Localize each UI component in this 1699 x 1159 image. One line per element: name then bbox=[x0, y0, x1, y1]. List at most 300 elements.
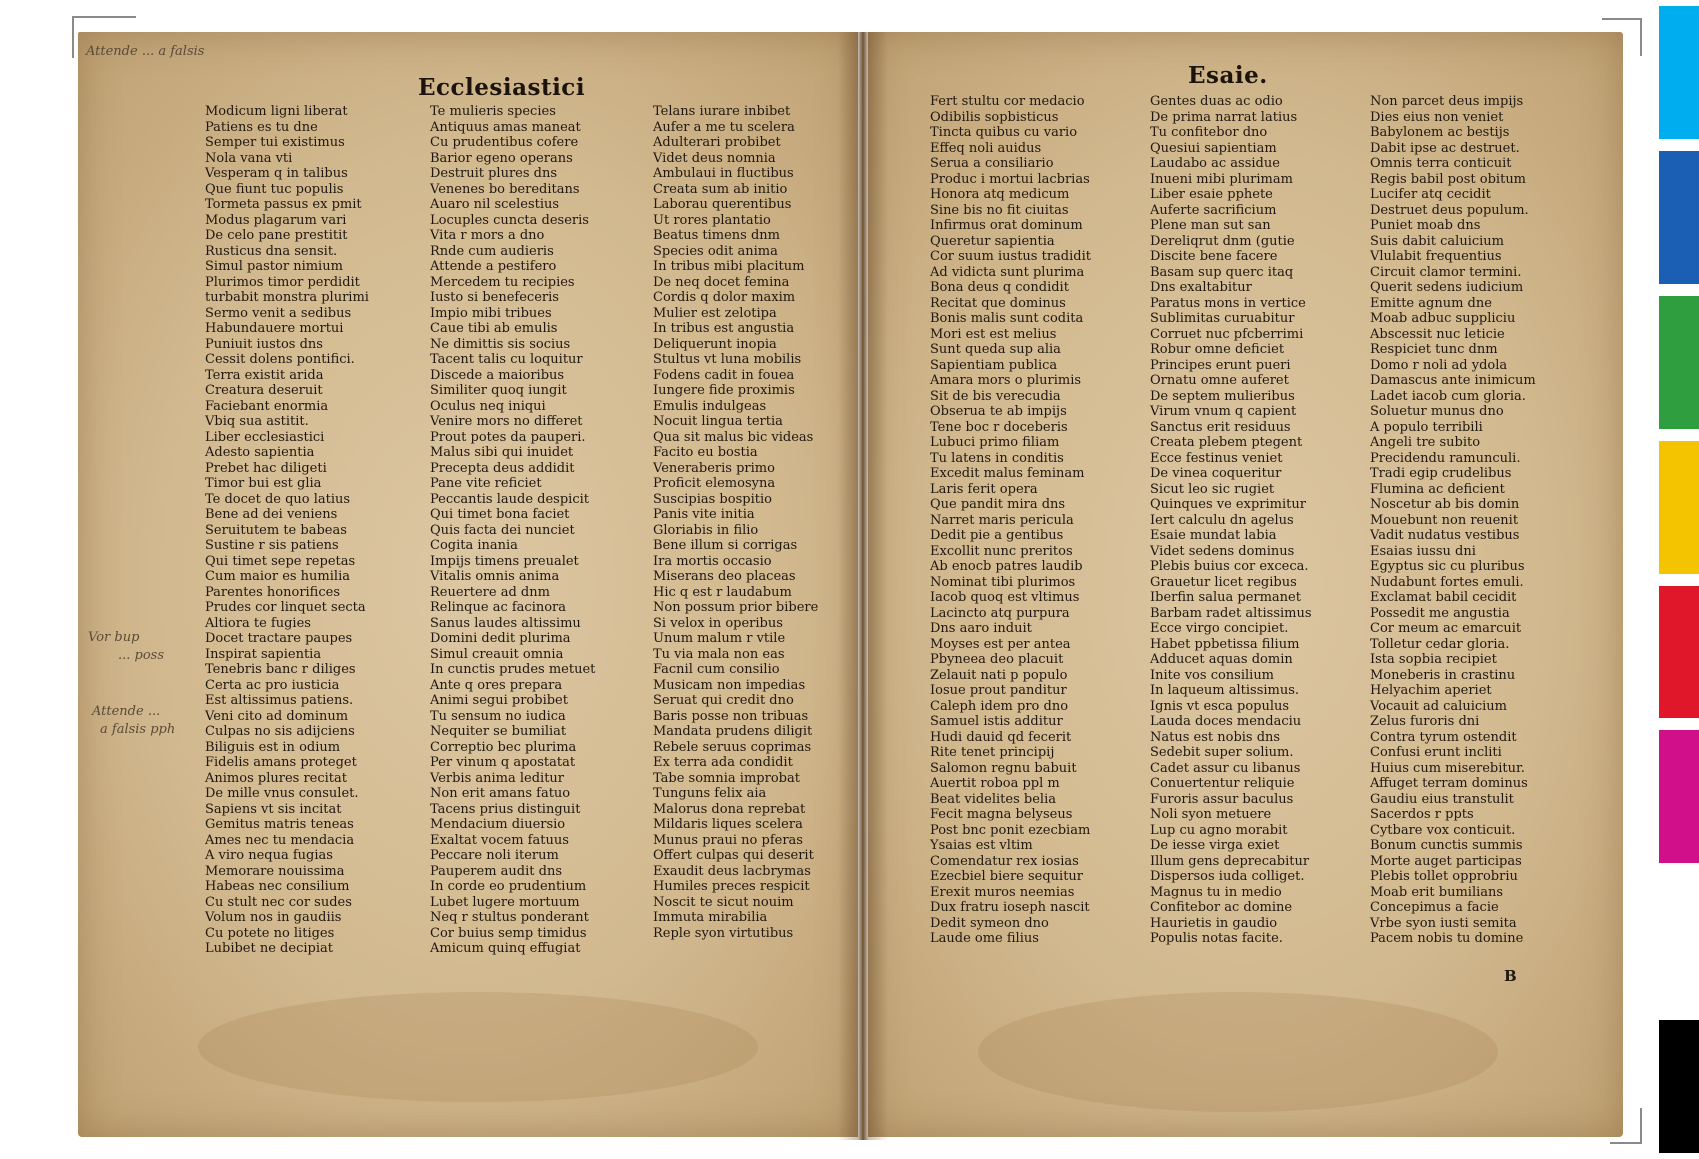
verse-line: Recitat que dominus bbox=[930, 295, 1066, 311]
verse-line: Hudi dauid qd fecerit bbox=[930, 729, 1072, 745]
verse-line: Simul creauit omnia bbox=[430, 646, 564, 662]
verse-line: Suis dabit caluicium bbox=[1370, 233, 1505, 249]
verse-line: De iesse virga exiet bbox=[1150, 838, 1280, 853]
verse-line: Ames nec tu mendacia bbox=[205, 832, 355, 848]
verse-line: Memorare nouissima bbox=[205, 863, 345, 879]
verse-line: Laude ome filius bbox=[930, 931, 1039, 946]
verse-line: Tradi egip crudelibus bbox=[1370, 466, 1512, 481]
verse-line: Iacob quoq est vltimus bbox=[930, 590, 1080, 605]
verse-line: Precepta deus addidit bbox=[430, 460, 575, 476]
verse-line: Seruat qui credit dno bbox=[653, 693, 794, 708]
verse-line: Antiquus amas maneat bbox=[430, 119, 581, 135]
verse-line: Plene man sut san bbox=[1150, 218, 1271, 233]
verse-line: Docet tractare paupes bbox=[205, 631, 353, 646]
verse-line: Tu via mala non eas bbox=[653, 646, 785, 662]
verse-line: Est altissimus patiens. bbox=[205, 693, 354, 708]
verse-line: Terra existit arida bbox=[205, 367, 324, 383]
verse-line: Ecce festinus veniet bbox=[1150, 450, 1283, 466]
verse-line: Auaro nil scelestius bbox=[430, 197, 560, 212]
verse-line: Tacens prius distinguit bbox=[430, 801, 581, 817]
verse-line: Iberfin salua permanet bbox=[1150, 590, 1301, 605]
verse-line: Tacent talis cu loquitur bbox=[430, 352, 583, 367]
verse-line: Corruet nuc pfcberrimi bbox=[1150, 326, 1304, 342]
verse-line: Post bnc ponit ezecbiam bbox=[930, 822, 1091, 838]
verse-line: Ignis vt esca populus bbox=[1150, 698, 1290, 714]
verse-line: Iusto si benefeceris bbox=[430, 290, 559, 305]
verse-line: Precidendu ramunculi. bbox=[1370, 450, 1521, 466]
verse-line: Pbyneea deo placuit bbox=[930, 652, 1064, 667]
verse-line: Facito eu bostia bbox=[653, 445, 758, 460]
open-book bbox=[78, 32, 1623, 1142]
verse-line: Destruit plures dns bbox=[430, 166, 558, 181]
verse-line: Miserans deo placeas bbox=[653, 569, 796, 584]
verse-line: Grauetur licet regibus bbox=[1150, 574, 1297, 590]
verse-line: Si velox in operibus bbox=[653, 615, 783, 631]
verse-line: Pauperem audit dns bbox=[430, 863, 562, 879]
verse-line: Habet ppbetissa filium bbox=[1150, 636, 1300, 652]
verse-line: Semper tui existimus bbox=[205, 135, 345, 150]
verse-line: Munus praui no pferas bbox=[653, 832, 803, 848]
verse-line: Cor suum iustus tradidit bbox=[930, 249, 1091, 264]
verse-line: Tenebris banc r diliges bbox=[205, 662, 356, 677]
verse-line: Produc i mortui lacbrias bbox=[930, 171, 1090, 187]
verse-line: Per vinum q apostatat bbox=[430, 755, 576, 770]
verse-line: Vlulabit frequentius bbox=[1370, 249, 1502, 264]
verse-line: Qui timet bona faciet bbox=[430, 507, 570, 522]
verse-line: Attende a pestifero bbox=[430, 259, 557, 274]
handwritten-note-margin: ... poss bbox=[118, 648, 165, 663]
verse-line: Cor buius semp timidus bbox=[430, 925, 587, 941]
verse-line: Quinques ve exprimitur bbox=[1150, 497, 1306, 512]
color-swatch bbox=[1659, 151, 1699, 284]
verse-line: Moyses est per antea bbox=[930, 636, 1071, 652]
verse-line: Prout potes da pauperi. bbox=[430, 429, 586, 445]
verse-line: Cu stult nec cor sudes bbox=[205, 894, 352, 910]
verse-line: Plebis buius cor exceca. bbox=[1150, 559, 1309, 574]
verse-line: Sit de bis verecudia bbox=[930, 388, 1061, 404]
water-stain bbox=[198, 992, 758, 1102]
verse-line: Sapientiam publica bbox=[930, 357, 1058, 373]
verse-line: Ne dimittis sis socius bbox=[430, 336, 571, 352]
verse-line: Exclamat babil cecidit bbox=[1370, 590, 1517, 605]
verse-line: Dereliqrut dnm (gutie bbox=[1150, 233, 1295, 249]
verse-line: Tu latens in conditis bbox=[930, 450, 1064, 466]
verse-line: Honora atq medicum bbox=[930, 187, 1070, 202]
verse-line: Lucifer atq cecidit bbox=[1370, 187, 1491, 202]
verse-line: Sapiens vt sis incitat bbox=[205, 801, 342, 817]
verse-line: Vocauit ad caluicium bbox=[1370, 698, 1508, 714]
verse-line: Lubibet ne decipiat bbox=[205, 941, 333, 956]
verse-line: Sanus laudes altissimu bbox=[430, 615, 581, 631]
verse-line: Habeas nec consilium bbox=[205, 879, 350, 894]
verse-line: Contra tyrum ostendit bbox=[1370, 729, 1517, 745]
verse-line: Correptio bec plurima bbox=[430, 739, 577, 755]
verse-line: Bonis malis sunt codita bbox=[930, 311, 1084, 326]
verse-line: Puniet moab dns bbox=[1370, 218, 1481, 233]
verse-line: Circuit clamor termini. bbox=[1370, 264, 1522, 280]
verse-line: Dns exaltabitur bbox=[1150, 280, 1252, 295]
verse-line: Animos plures recitat bbox=[205, 770, 347, 786]
verse-line: Unum malum r vtile bbox=[653, 631, 786, 646]
verse-line: Rebele seruus coprimas bbox=[653, 739, 812, 755]
verse-line: Sicut leo sic rugiet bbox=[1150, 481, 1275, 497]
water-stain bbox=[978, 992, 1498, 1112]
verse-line: Qua sit malus bic videas bbox=[653, 429, 814, 445]
color-swatch bbox=[1659, 441, 1699, 574]
verse-line: Fert stultu cor medacio bbox=[930, 94, 1085, 109]
verse-line: Ex terra ada condidit bbox=[653, 755, 793, 770]
verse-line: De celo pane prestitit bbox=[205, 228, 348, 243]
verse-line: Nola vana vti bbox=[205, 150, 293, 166]
verse-line: Narret maris pericula bbox=[930, 512, 1074, 528]
verse-line: Huius cum miserebitur. bbox=[1370, 760, 1525, 776]
verse-line: Non possum prior bibere bbox=[653, 600, 819, 615]
left-page-column-2 bbox=[430, 104, 595, 957]
verse-line: Destruet deus populum. bbox=[1370, 202, 1529, 218]
verse-line: Prebet hac diligeti bbox=[205, 460, 327, 476]
verse-line: Adducet aquas domin bbox=[1150, 652, 1293, 667]
verse-line: Ab enocb patres laudib bbox=[930, 559, 1083, 574]
verse-line: Adulterari probibet bbox=[653, 135, 781, 150]
verse-line: Ante q ores prepara bbox=[430, 677, 563, 693]
verse-line: Lacincto atq purpura bbox=[930, 605, 1070, 621]
verse-line: Verbis anima leditur bbox=[430, 770, 565, 786]
verse-line: De septem mulieribus bbox=[1150, 388, 1295, 404]
verse-line: Que pandit mira dns bbox=[930, 497, 1066, 512]
verse-line: Sanctus erit residuus bbox=[1150, 419, 1291, 435]
verse-line: Immuta mirabilia bbox=[653, 910, 768, 925]
verse-line: Sermo venit a sedibus bbox=[205, 305, 352, 321]
verse-line: Angeli tre subito bbox=[1370, 435, 1481, 450]
verse-line: Bene illum si corrigas bbox=[653, 538, 798, 553]
verse-line: Amicum quinq effugiat bbox=[430, 941, 581, 956]
verse-line: Que fiunt tuc populis bbox=[205, 181, 344, 197]
verse-line: Serua a consiliario bbox=[930, 156, 1054, 171]
verse-line: In laqueum altissimus. bbox=[1150, 683, 1300, 698]
verse-line: Altiora te fugies bbox=[205, 615, 311, 631]
handwritten-note-top: Attende ... a falsis bbox=[86, 44, 205, 59]
verse-line: Omnis terra conticuit bbox=[1370, 156, 1512, 171]
verse-line: Lubet lugere mortuum bbox=[430, 894, 580, 910]
right-page-heading: Esaie. bbox=[1188, 62, 1268, 89]
handwritten-note-margin: a falsis pph bbox=[100, 722, 176, 737]
verse-line: Neq r stultus ponderant bbox=[430, 910, 589, 925]
verse-line: Fodens cadit in fouea bbox=[653, 367, 795, 383]
verse-line: Fecit magna belyseus bbox=[930, 807, 1073, 822]
verse-line: Peccantis laude despicit bbox=[430, 491, 589, 507]
verse-line: Moab erit bumilians bbox=[1370, 884, 1504, 900]
verse-line: Excollit nunc preritos bbox=[930, 543, 1073, 559]
verse-line: Timor bui est glia bbox=[205, 476, 322, 491]
verse-line: De neq docet femina bbox=[653, 274, 790, 290]
verse-line: Zelus furoris dni bbox=[1370, 714, 1480, 729]
verse-line: Ista sopbia recipiet bbox=[1370, 652, 1497, 667]
verse-line: Non erit amans fatuo bbox=[430, 786, 571, 801]
color-swatch bbox=[1659, 730, 1699, 863]
verse-line: Prudes cor linquet secta bbox=[205, 600, 366, 615]
verse-line: Sublimitas curuabitur bbox=[1150, 311, 1295, 326]
verse-line: Simul pastor nimium bbox=[205, 259, 343, 274]
verse-line: Liber ecclesiastici bbox=[205, 429, 325, 445]
verse-line: Creatura deseruit bbox=[205, 383, 323, 398]
verse-line: Comendatur rex iosias bbox=[930, 853, 1079, 869]
verse-line: Rnde cum audieris bbox=[430, 243, 554, 259]
verse-line: Illum gens deprecabitur bbox=[1150, 853, 1310, 869]
verse-line: Ysaias est vltim bbox=[930, 838, 1033, 853]
verse-line: Plebis tollet opprobriu bbox=[1370, 869, 1518, 884]
verse-line: Rite tenet principij bbox=[930, 745, 1055, 760]
verse-line: Iert calculu dn agelus bbox=[1150, 512, 1294, 528]
verse-line: Seruitutem te babeas bbox=[205, 522, 347, 538]
verse-line: Species odit anima bbox=[653, 243, 778, 259]
verse-line: Veni cito ad dominum bbox=[205, 708, 349, 724]
verse-line: Pacem nobis tu domine bbox=[1370, 931, 1524, 946]
verse-line: Plurimos timor perdidit bbox=[205, 274, 360, 290]
verse-line: Magnus tu in medio bbox=[1150, 884, 1282, 900]
verse-line: Liber esaie pphete bbox=[1150, 187, 1273, 202]
verse-line: Exaudit deus lacbrymas bbox=[653, 863, 811, 879]
verse-line: Mori est est melius bbox=[930, 326, 1057, 342]
verse-line: Bona deus q condidit bbox=[930, 280, 1069, 295]
left-page-column-1 bbox=[205, 104, 369, 957]
verse-line: Lubuci primo filiam bbox=[930, 435, 1060, 450]
verse-line: Panis vite initia bbox=[653, 507, 755, 522]
verse-line: Dabit ipse ac destruet. bbox=[1370, 140, 1520, 156]
right-page-column-2 bbox=[1150, 94, 1312, 947]
verse-line: Certa ac pro iusticia bbox=[205, 677, 340, 693]
verse-line: Tu confitebor dno bbox=[1150, 125, 1268, 140]
verse-line: Vbiq sua astitit. bbox=[205, 414, 309, 429]
verse-line: Humiles preces respicit bbox=[653, 879, 810, 894]
verse-line: Ecce virgo concipiet. bbox=[1150, 621, 1289, 636]
verse-line: Haurietis in gaudio bbox=[1150, 915, 1278, 931]
verse-line: Fidelis amans proteget bbox=[205, 755, 357, 770]
verse-line: Mouebunt non reuenit bbox=[1370, 512, 1519, 528]
verse-line: Cordis q dolor maxim bbox=[653, 290, 796, 305]
verse-line: Possedit me angustia bbox=[1370, 605, 1510, 621]
verse-line: Quis facta dei nunciet bbox=[430, 522, 575, 538]
verse-line: Non parcet deus impijs bbox=[1370, 94, 1524, 109]
verse-line: Furoris assur baculus bbox=[1150, 791, 1294, 807]
color-swatch bbox=[1659, 1020, 1699, 1153]
book-gutter bbox=[838, 32, 888, 1140]
verse-line: Gemitus matris teneas bbox=[205, 817, 354, 832]
verse-line: Egyptus sic cu pluribus bbox=[1370, 559, 1525, 574]
verse-line: De mille vnus consulet. bbox=[205, 786, 359, 801]
left-page-column-3 bbox=[653, 104, 818, 941]
verse-line: Basam sup querc itaq bbox=[1150, 264, 1294, 280]
verse-line: Inspirat sapientia bbox=[205, 646, 322, 662]
verse-line: Modicum ligni liberat bbox=[205, 104, 348, 119]
verse-line: Reple syon virtutibus bbox=[653, 925, 794, 941]
verse-line: Cor meum ac emarcuit bbox=[1370, 621, 1522, 636]
verse-line: Tolletur cedar gloria. bbox=[1370, 636, 1510, 652]
verse-line: Mandata prudens diligit bbox=[653, 724, 813, 739]
verse-line: Proficit elemosyna bbox=[653, 476, 776, 491]
verse-line: Biliguis est in odium bbox=[205, 739, 341, 755]
verse-line: Impijs timens preualet bbox=[430, 553, 579, 569]
verse-line: Impio mibi tribues bbox=[430, 305, 552, 321]
verse-line: Virum vnum q capient bbox=[1150, 404, 1297, 419]
verse-line: Qui timet sepe repetas bbox=[205, 553, 356, 569]
verse-line: Ad vidicta sunt plurima bbox=[930, 264, 1085, 280]
verse-line: Sine bis no fit ciuitas bbox=[930, 202, 1069, 218]
verse-line: Amara mors o plurimis bbox=[930, 373, 1082, 388]
verse-line: Odibilis sopbisticus bbox=[930, 109, 1059, 125]
verse-line: Dedit pie a gentibus bbox=[930, 528, 1064, 543]
verse-line: Gentes duas ac odio bbox=[1150, 94, 1283, 109]
verse-line: De vinea coqueritur bbox=[1150, 466, 1282, 481]
verse-line: Auertit roboa ppl m bbox=[930, 776, 1060, 791]
verse-line: Barior egeno operans bbox=[430, 150, 573, 166]
verse-line: Tene boc r doceberis bbox=[930, 419, 1068, 435]
verse-line: Hic q est r laudabum bbox=[653, 584, 792, 600]
verse-line: Inite vos consilium bbox=[1150, 667, 1275, 683]
verse-line: Tabe somnia improbat bbox=[653, 770, 800, 786]
verse-line: Babylonem ac bestijs bbox=[1370, 125, 1510, 140]
verse-line: Salomon regnu babuit bbox=[930, 760, 1077, 776]
verse-line: Dns aaro induit bbox=[930, 621, 1032, 636]
verse-line: Esaias iussu dni bbox=[1370, 543, 1476, 559]
verse-line: Ut rores plantatio bbox=[653, 212, 771, 228]
verse-line: Aufer a me tu scelera bbox=[653, 119, 795, 135]
verse-line: Cu potete no litiges bbox=[205, 925, 335, 941]
verse-line: Emulis indulgeas bbox=[653, 398, 767, 414]
verse-line: Regis babil post obitum bbox=[1370, 171, 1527, 187]
verse-line: Animi segui probibet bbox=[430, 693, 568, 708]
verse-line: Abscessit nuc leticie bbox=[1370, 326, 1505, 342]
verse-line: Mendacium diuersio bbox=[430, 817, 566, 832]
verse-line: Malorus dona reprebat bbox=[653, 801, 806, 817]
verse-line: Nominat tibi plurimos bbox=[930, 574, 1076, 590]
color-calibration-strip bbox=[1659, 0, 1699, 1159]
verse-line: Moab adbuc suppliciu bbox=[1370, 311, 1516, 326]
color-swatch bbox=[1659, 296, 1699, 429]
verse-line: Bonum cunctis summis bbox=[1370, 838, 1523, 853]
verse-line: Parentes honorifices bbox=[205, 584, 341, 600]
verse-line: Locuples cuncta deseris bbox=[430, 212, 589, 228]
verse-line: Reuertere ad dnm bbox=[430, 584, 550, 600]
verse-line: Cessit dolens pontifici. bbox=[205, 352, 355, 367]
verse-line: Tu sensum no iudica bbox=[430, 708, 566, 724]
verse-line: Confitebor ac domine bbox=[1150, 900, 1293, 915]
verse-line: Domo r noli ad ydola bbox=[1370, 357, 1508, 373]
verse-line: Relinque ac facinora bbox=[430, 600, 567, 615]
verse-line: Sacerdos r ppts bbox=[1370, 807, 1474, 822]
verse-line: Caue tibi ab emulis bbox=[430, 321, 558, 336]
verse-line: Discede a maioribus bbox=[430, 367, 565, 383]
verse-line: De prima narrat latius bbox=[1150, 109, 1298, 125]
verse-line: Noli syon metuere bbox=[1150, 807, 1272, 822]
verse-line: Baris posse non tribuas bbox=[653, 708, 809, 724]
verse-line: Samuel istis additur bbox=[930, 714, 1063, 729]
verse-line: Noscit te sicut nouim bbox=[653, 894, 794, 910]
verse-line: Laris ferit opera bbox=[930, 481, 1038, 497]
verse-line: Confusi erunt incliti bbox=[1370, 745, 1502, 760]
verse-line: Damascus ante inimicum bbox=[1370, 373, 1536, 388]
verse-line: Dux fratru ioseph nascit bbox=[930, 900, 1090, 915]
verse-line: Helyachim aperiet bbox=[1370, 683, 1492, 698]
verse-line: Suscipias bospitio bbox=[653, 491, 772, 507]
verse-line: Infirmus orat dominum bbox=[930, 218, 1083, 233]
verse-line: In cunctis prudes metuet bbox=[430, 662, 596, 677]
verse-line: Exaltat vocem fatuus bbox=[430, 832, 569, 848]
verse-line: Tunguns felix aia bbox=[653, 786, 767, 801]
verse-line: turbabit monstra plurimi bbox=[205, 290, 369, 305]
verse-line: Mulier est zelotipa bbox=[653, 305, 777, 321]
verse-line: Dedit symeon dno bbox=[930, 915, 1049, 931]
verse-line: Soluetur munus dno bbox=[1370, 404, 1504, 419]
verse-line: Erexit muros neemias bbox=[930, 884, 1075, 900]
handwritten-note-margin: Vor bup bbox=[88, 630, 140, 645]
verse-line: Flumina ac deficient bbox=[1370, 481, 1505, 497]
verse-line: Iosue prout panditur bbox=[930, 683, 1067, 698]
verse-line: Te docet de quo latius bbox=[205, 491, 351, 507]
verse-line: Nudabunt fortes emuli. bbox=[1370, 574, 1524, 590]
verse-line: Sunt queda sup alia bbox=[930, 342, 1061, 357]
verse-line: Deliquerunt inopia bbox=[653, 336, 777, 352]
verse-line: Offert culpas qui deserit bbox=[653, 848, 814, 863]
verse-line: Creata plebem ptegent bbox=[1150, 435, 1303, 450]
verse-line: Ira mortis occasio bbox=[653, 553, 772, 569]
verse-line: Beatus timens dnm bbox=[653, 228, 780, 243]
verse-line: Affuget terram dominus bbox=[1370, 776, 1528, 791]
verse-line: Zelauit nati p populo bbox=[930, 667, 1068, 683]
verse-line: Laborau querentibus bbox=[653, 197, 792, 212]
verse-line: Laudabo ac assidue bbox=[1150, 156, 1280, 171]
verse-line: Vrbe syon iusti semita bbox=[1370, 915, 1517, 931]
verse-line: Discite bene facere bbox=[1150, 249, 1278, 264]
verse-line: Vesperam q in talibus bbox=[205, 166, 348, 181]
verse-line: Iungere fide proximis bbox=[653, 383, 795, 398]
verse-line: Similiter quoq iungit bbox=[430, 383, 567, 398]
verse-line: Barbam radet altissimus bbox=[1150, 605, 1312, 621]
verse-line: Stultus vt luna mobilis bbox=[653, 352, 802, 367]
verse-line: Gloriabis in filio bbox=[653, 522, 759, 538]
verse-line: Peccare noli iterum bbox=[430, 848, 559, 863]
verse-line: Nocuit lingua tertia bbox=[653, 414, 783, 429]
verse-line: Morte auget participas bbox=[1370, 853, 1522, 869]
verse-line: Vitalis omnis anima bbox=[430, 569, 560, 584]
verse-line: Ornatu omne auferet bbox=[1150, 373, 1289, 388]
verse-line: Modus plagarum vari bbox=[205, 212, 347, 228]
verse-line: Moneberis in crastinu bbox=[1370, 667, 1516, 683]
verse-line: Populis notas facite. bbox=[1150, 931, 1283, 946]
verse-line: Excedit malus feminam bbox=[930, 466, 1085, 481]
verse-line: Malus sibi qui inuidet bbox=[430, 445, 574, 460]
verse-line: Domini dedit plurima bbox=[430, 631, 571, 646]
verse-line: Volum nos in gaudiis bbox=[205, 910, 342, 925]
verse-line: Te mulieris species bbox=[430, 104, 556, 119]
verse-line: In corde eo prudentium bbox=[430, 879, 587, 894]
verse-line: Veneraberis primo bbox=[653, 460, 775, 476]
verse-line: Videt deus nomnia bbox=[653, 150, 776, 166]
verse-line: Cytbare vox conticuit. bbox=[1370, 822, 1516, 838]
verse-line: Respiciet tunc dnm bbox=[1370, 342, 1498, 357]
handwritten-note-margin: Attende ... bbox=[92, 704, 161, 719]
verse-line: A viro nequa fugias bbox=[205, 848, 333, 863]
verse-line: Inueni mibi plurimam bbox=[1150, 171, 1293, 187]
verse-line: Vita r mors a dno bbox=[430, 228, 545, 243]
verse-line: Esaie mundat labia bbox=[1150, 528, 1277, 543]
verse-line: Obserua te ab impijs bbox=[930, 404, 1067, 419]
verse-line: Ambulaui in fluctibus bbox=[653, 166, 794, 181]
verse-line: Querit sedens iudicium bbox=[1370, 280, 1524, 295]
right-page-column-1 bbox=[930, 94, 1091, 947]
verse-line: Principes erunt pueri bbox=[1150, 357, 1291, 373]
verse-line: Dies eius non veniet bbox=[1370, 109, 1504, 125]
verse-line: Effeq noli auidus bbox=[930, 140, 1042, 156]
